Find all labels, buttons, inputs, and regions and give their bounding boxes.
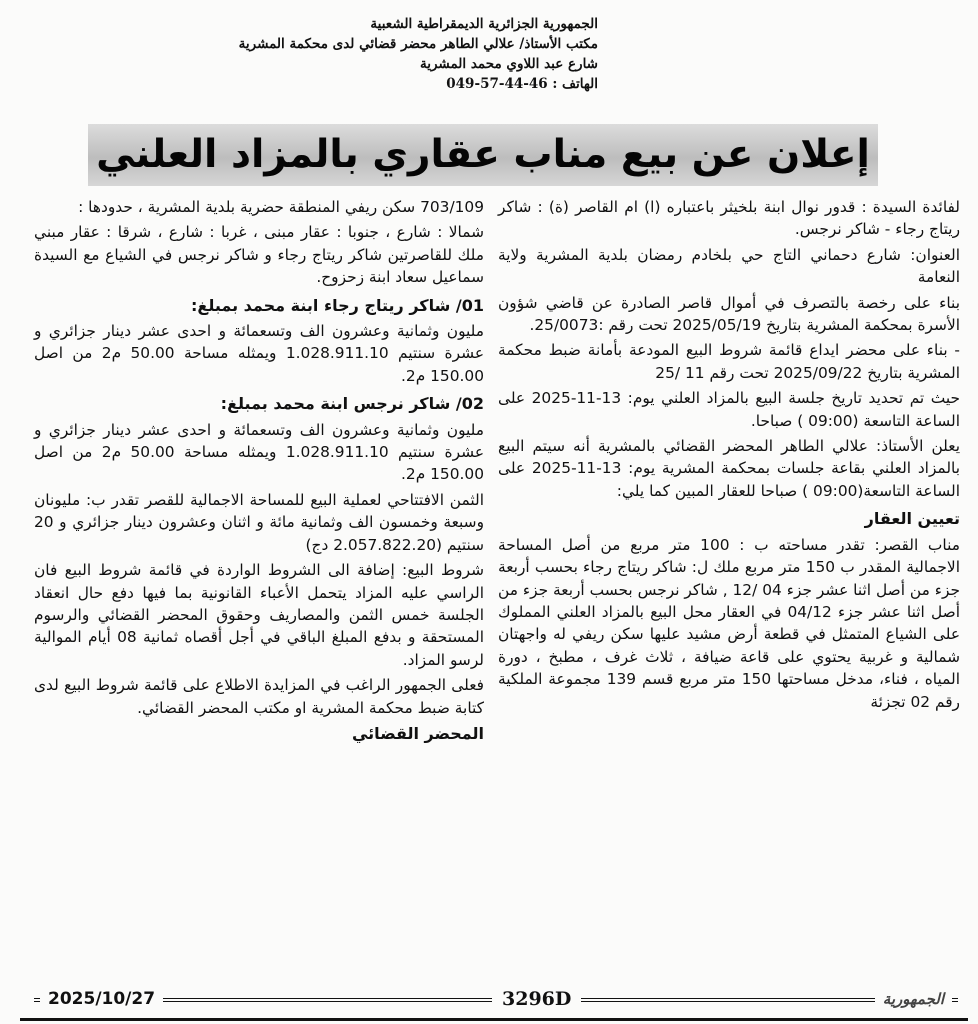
property-description: مناب القصر: تقدر مساحته ب : 100 متر مربع من أصل المساحة الاجمالية المقدر ب 150 متر مربع ملك ل: شاكر ريتاج رجاء بحسب أربعة جزء من أصل اثنا عشر جزء 04 /12 , شاكر نرجس بحسب أربعة جزء من أصل اثنا عشر جزء 04/12 في العقار محل البيع بالمزاد العلني المملوك على الشياع المتمثل في قطعة أرض مشيد عليها سكن ريفي له واجهتان شمالية و غربية يحتوي على قاعة ضيافة ، ثلاث غرف ، مطبخ ، دورة المياه ، فناء، مدخل مساحتها 150 متر مربع قسم 139 مجموعة الملكية رقم 02 تجزئة <box>498 535 961 711</box>
right-column <box>498 196 960 716</box>
property-heading: تعيين العقار <box>864 509 960 529</box>
signature: المحضر القضائي <box>351 723 484 743</box>
share-heading-1: 01/ شاكر ريتاج رجاء ابنة محمد بمبلغ: <box>190 295 484 315</box>
page-title: إعلان عن بيع مناب عقاري بالمزاد العلني <box>96 132 870 177</box>
address-paragraph: العنوان: شارع دحماني التاج حي بلخادم رمضان بلدية المشرية ولاية النعامة <box>498 245 960 287</box>
announcement-paragraph: يعلن الأستاذ: علالي الطاهر المحضر القضائي بالمشرية أنه سيتم البيع بالمزاد العلني بقاعة جلسات بمحكمة المشرية يوم: 13-11-2025 على الساعة التاسعة(09:00 ) صباحا للعقار المبين كما يلي: <box>498 437 960 500</box>
newspaper-logo: الجمهورية <box>875 986 952 1012</box>
public-notice-paragraph: فعلى الجمهور الراغب في المزايدة الاطلاع على قائمة شروط البيع لدى كتابة ضبط محكمة المشرية او مكتب المحضر القضائي. <box>34 676 484 717</box>
share-amount-1: مليون وثمانية وعشرون الف وتسعمائة و احدى عشر دينار جزائري و عشرة سنتيم 1.028.911.10 ويمثله مساحة 50.00 م2 من اصل 150.00 م2. <box>34 322 485 385</box>
title-banner <box>88 124 878 186</box>
opening-price-paragraph: الثمن الافتتاحي لعملية البيع للمساحة الاجمالية للقصر تقدر ب: مليونان وسبعة وخمسون الف وثمانية مائة و اثنان وعشرون دينار جزائري و 20 سنتيم (2.057.822.20 دج) <box>34 490 484 554</box>
office-header <box>128 14 598 94</box>
share-heading-2: 02/ شاكر نرجس ابنة محمد بمبلغ: <box>220 394 484 414</box>
left-column <box>34 196 484 748</box>
header-phone: الهاتف : 46-44-57-049 <box>446 76 598 92</box>
sale-conditions-paragraph: شروط البيع: إضافة الى الشروط الواردة في قائمة شروط البيع فان الراسي عليه المزاد يتحمل الأعباء القانونية بما فيها دفع حال انعقاد الجلسة خمس الثمن والمصاريف وحقوق المحضر القضائي والرسوم المستحقة و بدفع المبلغ الباقي في أجل أقصاه ثمانية 08 أيام الموالية لرسو المزاد. <box>34 561 484 669</box>
publication-date: 2025/10/27 <box>40 986 163 1012</box>
session-date-paragraph: حيث تم تحديد تاريخ جلسة البيع بالمزاد العلني يوم: 13-11-2025 على الساعة التاسعة (09:00 ) صباحا. <box>498 389 961 430</box>
ad-code: 3296D <box>492 986 581 1012</box>
deposit-paragraph: - بناء على محضر ايداع قائمة شروط البيع المودعة بأمانة ضبط محكمة المشرية بتاريخ 2025/09/22 تحت رقم 11 /25 <box>498 341 960 382</box>
authorization-paragraph: بناء على رخصة بالتصرف في أموال قاصر الصادرة عن قاضي شؤون الأسرة بمحكمة المشرية بتاريخ 2025/05/19 تحت رقم :25/0073. <box>498 293 960 335</box>
beneficiary-paragraph: لفائدة السيدة : قدور نوال ابنة بلخيثر باعتباره (ا) ام القاصر (ة) : شاكر ريتاج رجاء - شاكر نرجس. <box>498 198 960 239</box>
share-amount-2: مليون وثمانية وعشرون الف وتسعمائة و احدى عشر دينار جزائري و عشرة سنتيم 1.028.911.10 ويمثله مساحة 50.00 م2 من اصل 150.00 م2. <box>34 420 485 484</box>
lot-paragraph: 703/109 سكن ريفي المنطقة حضرية بلدية المشرية ، حدودها : <box>78 198 484 216</box>
header-office: مكتب الأستاذ/ علالي الطاهر محضر قضائي لدى محكمة المشرية <box>238 36 598 52</box>
header-republic: الجمهورية الجزائرية الديمقراطية الشعبية <box>370 16 598 32</box>
page-footer <box>34 986 958 1014</box>
header-address: شارع عبد اللاوي محمد المشرية <box>419 56 598 72</box>
bottom-rule <box>20 1018 968 1021</box>
boundaries-paragraph: شمالا : شارع ، جنوبا : عقار مبنى ، غربا : شارع ، شرقا : عقار مبني ملك للقاصرتين شاكر ريتاج رجاء و شاكر نرجس في الشياع مع السيدة سماعيل سعاد ابنة زحزوح. <box>34 223 484 287</box>
